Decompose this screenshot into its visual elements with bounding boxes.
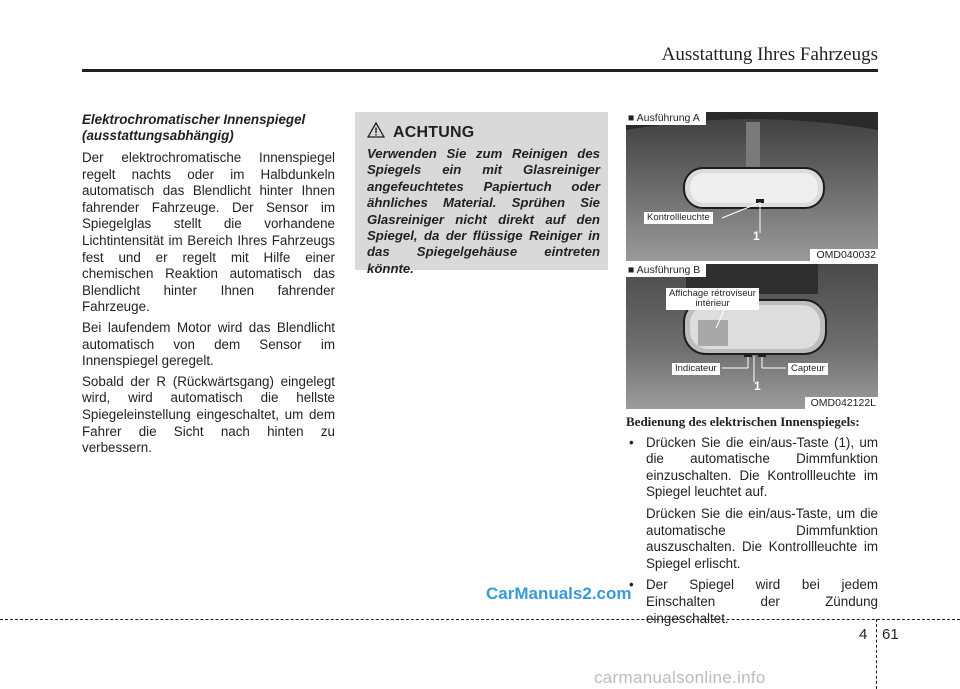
- section-column: [82, 112, 335, 461]
- bullet-item: [626, 435, 878, 573]
- section-title-line1: Elektrochromatischer Innenspiegel: [82, 112, 306, 127]
- watermark-link[interactable]: CarManuals2.com: [486, 584, 632, 603]
- figure-mirror-a: [626, 112, 878, 261]
- figure-mirror-b: [626, 264, 878, 409]
- warning-header: [367, 122, 600, 143]
- bullet-dot: •: [629, 577, 634, 593]
- operation-title: Bedienung des elektrischen Innenspiegels:: [626, 414, 860, 429]
- figure-a-code: OMD040032: [810, 249, 878, 261]
- chapter-number: 4: [859, 626, 868, 643]
- warning-triangle-icon: [367, 122, 385, 143]
- callout-mirror-display-line1: Affichage rétroviseur: [669, 288, 756, 299]
- button-number-label: 1: [753, 229, 760, 243]
- section-title-line2: (ausstattungsabhängig): [82, 128, 234, 143]
- callout-indicator: Indicateur: [672, 363, 720, 375]
- mirror-b-illustration: [626, 264, 878, 409]
- mirror-a-illustration: [626, 112, 878, 261]
- page-number: 61: [882, 626, 899, 643]
- callout-sensor: Capteur: [788, 363, 828, 375]
- bullet-paragraph: Drücken Sie die ein/aus-Taste (1), um die automatische Dimmfunktion einzuschalten. Die Kontrollleuchte im Spiegel leuchtet auf.: [646, 434, 878, 500]
- bullet-paragraph: Der Spiegel wird bei jedem Einschalten der Zündung eingeschaltet.: [646, 577, 878, 626]
- body-paragraph: Sobald der R (Rückwärtsgang) eingelegt wird, wird automatisch die hellste Spiegeleinstellung eingeschaltet, um dem Fahrer die Sicht nach hinten zu verbessern.: [82, 373, 335, 456]
- bullet-paragraph: Drücken Sie die ein/aus-Taste, um die automatische Dimmfunktion auszuschalten. Die Kontrollleuchte im Spiegel erlischt.: [646, 505, 878, 571]
- button-number-label: 1: [754, 379, 761, 393]
- page-separator: [876, 619, 877, 689]
- footer-watermark: carmanualsonline.info: [594, 668, 766, 687]
- body-paragraph: Bei laufendem Motor wird das Blendlicht automatisch von dem Sensor im Innenspiegel geregelt.: [82, 319, 335, 369]
- running-header: Ausstattung Ihres Fahrzeugs: [661, 44, 878, 65]
- operation-column: [626, 414, 878, 632]
- figure-b-tag: ■ Ausführung B: [626, 264, 706, 277]
- section-title: [82, 112, 335, 144]
- bullet-dot: •: [629, 434, 634, 450]
- figure-b-code: OMD042122L: [805, 397, 878, 409]
- body-paragraph: Der elektrochromatische Innenspiegel regelt nachts oder im Halbdunkeln automatisch das Blendlicht hinter Ihnen fahrender Fahrzeuge. Der Sensor im Spiegelglas stellt die vorhandene Lichtintensität im Bereich Ihres Fahrzeugs fest und er regelt mit Hilfe einer chemischen Reaktion automatisch das Blendlicht hinter Ihnen fahrender Fahrzeuge.: [82, 150, 335, 315]
- callout-indicator-light: Kontrollleuchte: [644, 212, 713, 224]
- header-rule: [82, 69, 878, 72]
- footer-rule: [0, 619, 960, 620]
- callout-mirror-display-line2: intérieur: [695, 298, 730, 309]
- warning-box: [355, 112, 608, 276]
- warning-title: ACHTUNG: [393, 123, 475, 141]
- figure-a-tag: ■ Ausführung A: [626, 112, 706, 125]
- callout-mirror-display: [666, 288, 759, 310]
- warning-text: Verwenden Sie zum Reinigen des Spiegels ein mit Glasreiniger angefeuchtetes Papiertuch oder ähnliches Material. Sprühen Sie Glasreiniger nicht direkt auf den Spiegel, da der flüssige Reiniger in das Spiegelgehäuse eintreten könnte.: [367, 146, 600, 276]
